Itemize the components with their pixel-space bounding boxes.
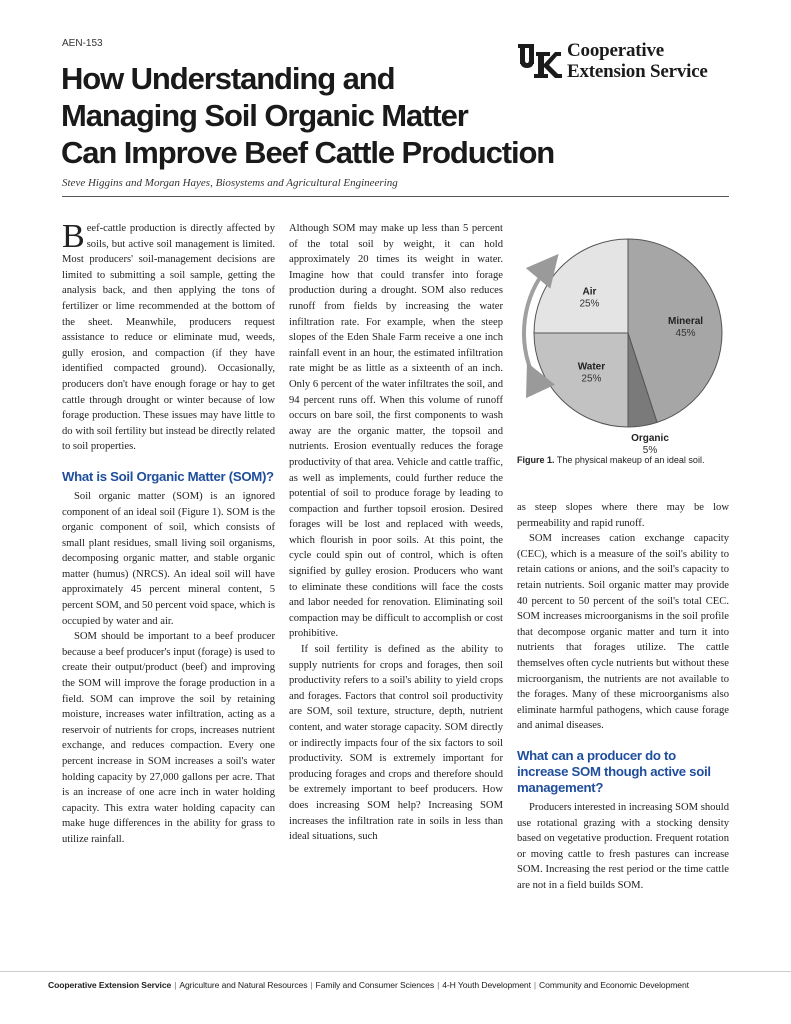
body-paragraph: SOM should be important to a beef producer because a beef producer's input (forage) is used to create their output/product (beef) and improving the SOM will improve the forage production in a field. SOM can improve the soil by retaining moisture, increases water infiltration, acting as a reservoir of nutrients for crops, increases nutrient exchange, and reduces compaction. Every one percent increase in SOM increases a soil's water holding capacity by 27,000 gallons per acre. That is an increase of one acre inch in water holding capacity. This extra water holding capacity can make huge differences in the ability for grass to utilize rainfall. — [62, 631, 275, 845]
title-line: Managing Soil Organic Matter — [61, 98, 468, 133]
title-line: How Understanding and — [61, 61, 395, 96]
body-paragraph: Although SOM may make up less than 5 percent of the total soil by weight, it can hold approximately 20 times its weight in water. Imagine how that could transfer into forage production during a drought. SOM also reduces runoff from fields by increasing the water infiltration rate. For example, when the steep slopes of the Eden Shale Farm receive a one inch rainfall event in an hour, the estimated infiltration rate might be as little as a sixteenth of an inch. Only 6 percent of the water infiltrates the soil, and 94 percent runs off. When this volume of runoff occurs on bare soil, the first components to wash away are the organic matter, the topsoil and nutrients. Erosion eventually reduces the forage productivity of that area. Vehicle and cattle traffic, as well as implements, could further reduce the potential of soil to produce forage by leading to compaction and further topsoil erosion. Desired forages will be lost and replaced with weeds, which flourish in poor soils. At this point, the cycle could spin out of control, which is often signified by gulley erosion. Producers who want to eliminate these conditions will face the costs and labor needed for renovation. Eliminating soil compaction may be difficult to accomplish or cost prohibitive. — [289, 223, 503, 640]
column-3 — [517, 500, 729, 893]
pie-value-organic: 5% — [642, 445, 658, 456]
pie-value-mineral: 45% — [675, 327, 696, 339]
body-paragraph: SOM increases cation exchange capacity (CEC), which is a measure of the soil's ability to retain cations or anions, and the soil's capacity to retain nutrients. Soil organic matter may provide 40 percent to 50 percent of the soil's total CEC. SOM increases microorganisms in the soil profile that decompose organic matter and turn it into nutrients that forages utilize. The cattle themselves often cycle nutrients but without these microorganism, the nutrients are not available to the forages. Many of these microorganisms also eliminate harmful pathogens, which cause forage and animal diseases. — [517, 533, 729, 732]
pie-label-water: Water — [577, 361, 606, 373]
soil-makeup-pie-chart — [517, 220, 729, 456]
footer-item: 4-H Youth Development — [442, 980, 531, 990]
footer-lead: Cooperative Extension Service — [48, 980, 172, 990]
footer — [48, 980, 748, 990]
footer-separator: | — [437, 980, 440, 990]
drop-cap: B — [62, 218, 85, 255]
header-divider — [62, 196, 729, 197]
pie-label-mineral: Mineral — [668, 315, 704, 327]
pie-value-air: 25% — [579, 298, 600, 310]
logo-wordmark — [567, 40, 708, 82]
footer-item: Family and Consumer Sciences — [315, 980, 435, 990]
footer-separator: | — [533, 980, 537, 990]
caption-label: Figure 1. — [517, 455, 555, 465]
pie-label-organic: Organic — [631, 433, 669, 444]
caption-text: The physical makeup of an ideal soil. — [556, 455, 705, 465]
intro-text: eef-cattle production is directly affected by soils, but active soil management is limited. Most producers' soil-management decisions are limited to submitting a soil sample, getting the analysis back, and then applying the tons of fertilizer or lime recommended at the bottom of the sheet. Meanwhile, producers request assistance to reduce or eliminate mud, weeds, gully erosion, and compaction (if they have identified compacted ground). Occasionally, producers don't have enough forage or hay to get cattle through drought or winter because of low forage production. These issues may have little to do with soil fertility but instead be directly related to soil properties. — [62, 223, 275, 453]
title-line: Can Improve Beef Cattle Production — [61, 135, 555, 170]
body-paragraph: as steep slopes where there may be low permeability and rapid runoff. — [517, 502, 729, 529]
pie-label-air: Air — [582, 286, 597, 298]
logo-line-2: Extension Service — [567, 61, 708, 82]
footer-item: Agriculture and Natural Resources — [179, 980, 308, 990]
footer-item: Community and Economic Development — [539, 980, 689, 990]
footer-separator: | — [174, 980, 177, 990]
body-paragraph: Soil organic matter (SOM) is an ignored component of an ideal soil (Figure 1). SOM is the organic component of soil, which consists of small plant residues, small living soil organisms, decomposing organic matter, and stable organic matter (humus) (NRCS). An ideal soil will have approximately 45 percent mineral content, 5 percent SOM, and 50 percent void space, which is occupied by water and air. — [62, 490, 275, 627]
figure-caption — [517, 454, 729, 466]
section-heading: What can a producer do to increase SOM though active soil management? — [517, 747, 711, 795]
body-paragraph: Producers interested in increasing SOM should use rotational grazing with a stocking density based on vegetative production. Frequent rotation or moving cattle to fresh pastures can increase SOM. Increasing the rest period or the time cattle are not in a field builds SOM. — [517, 801, 729, 891]
pie-value-water: 25% — [581, 373, 602, 385]
author-byline: Steve Higgins and Morgan Hayes, Biosystems and Agricultural Engineering — [62, 177, 398, 189]
pie-slice-air — [534, 239, 628, 333]
section-heading: What is Soil Organic Matter (SOM)? — [62, 468, 274, 484]
publication-number: AEN-153 — [62, 38, 103, 49]
logo-line-1: Cooperative — [567, 40, 664, 61]
page-title — [61, 60, 581, 171]
body-paragraph: If soil fertility is defined as the ability to supply nutrients for crops and forages, then soil productivity refers to a soil's ability to yield crops and forages. Factors that control soil productivity are SOM, soil texture, structure, depth, nutrient content, and water storage capacity. SOM directly or indirectly impacts four of the six factors to soil productivity. SOM is extremely important for producing forages and crops and therefore should be extremely important to beef producers. How does increasing SOM help? Increasing SOM increases the infiltration rate in soils in less than ideal situations, such — [289, 644, 503, 843]
footer-divider — [0, 971, 791, 972]
footer-separator: | — [310, 980, 313, 990]
column-2 — [289, 221, 503, 845]
intro-paragraph — [62, 218, 275, 455]
column-1 — [62, 218, 275, 848]
figure-1 — [517, 220, 729, 490]
